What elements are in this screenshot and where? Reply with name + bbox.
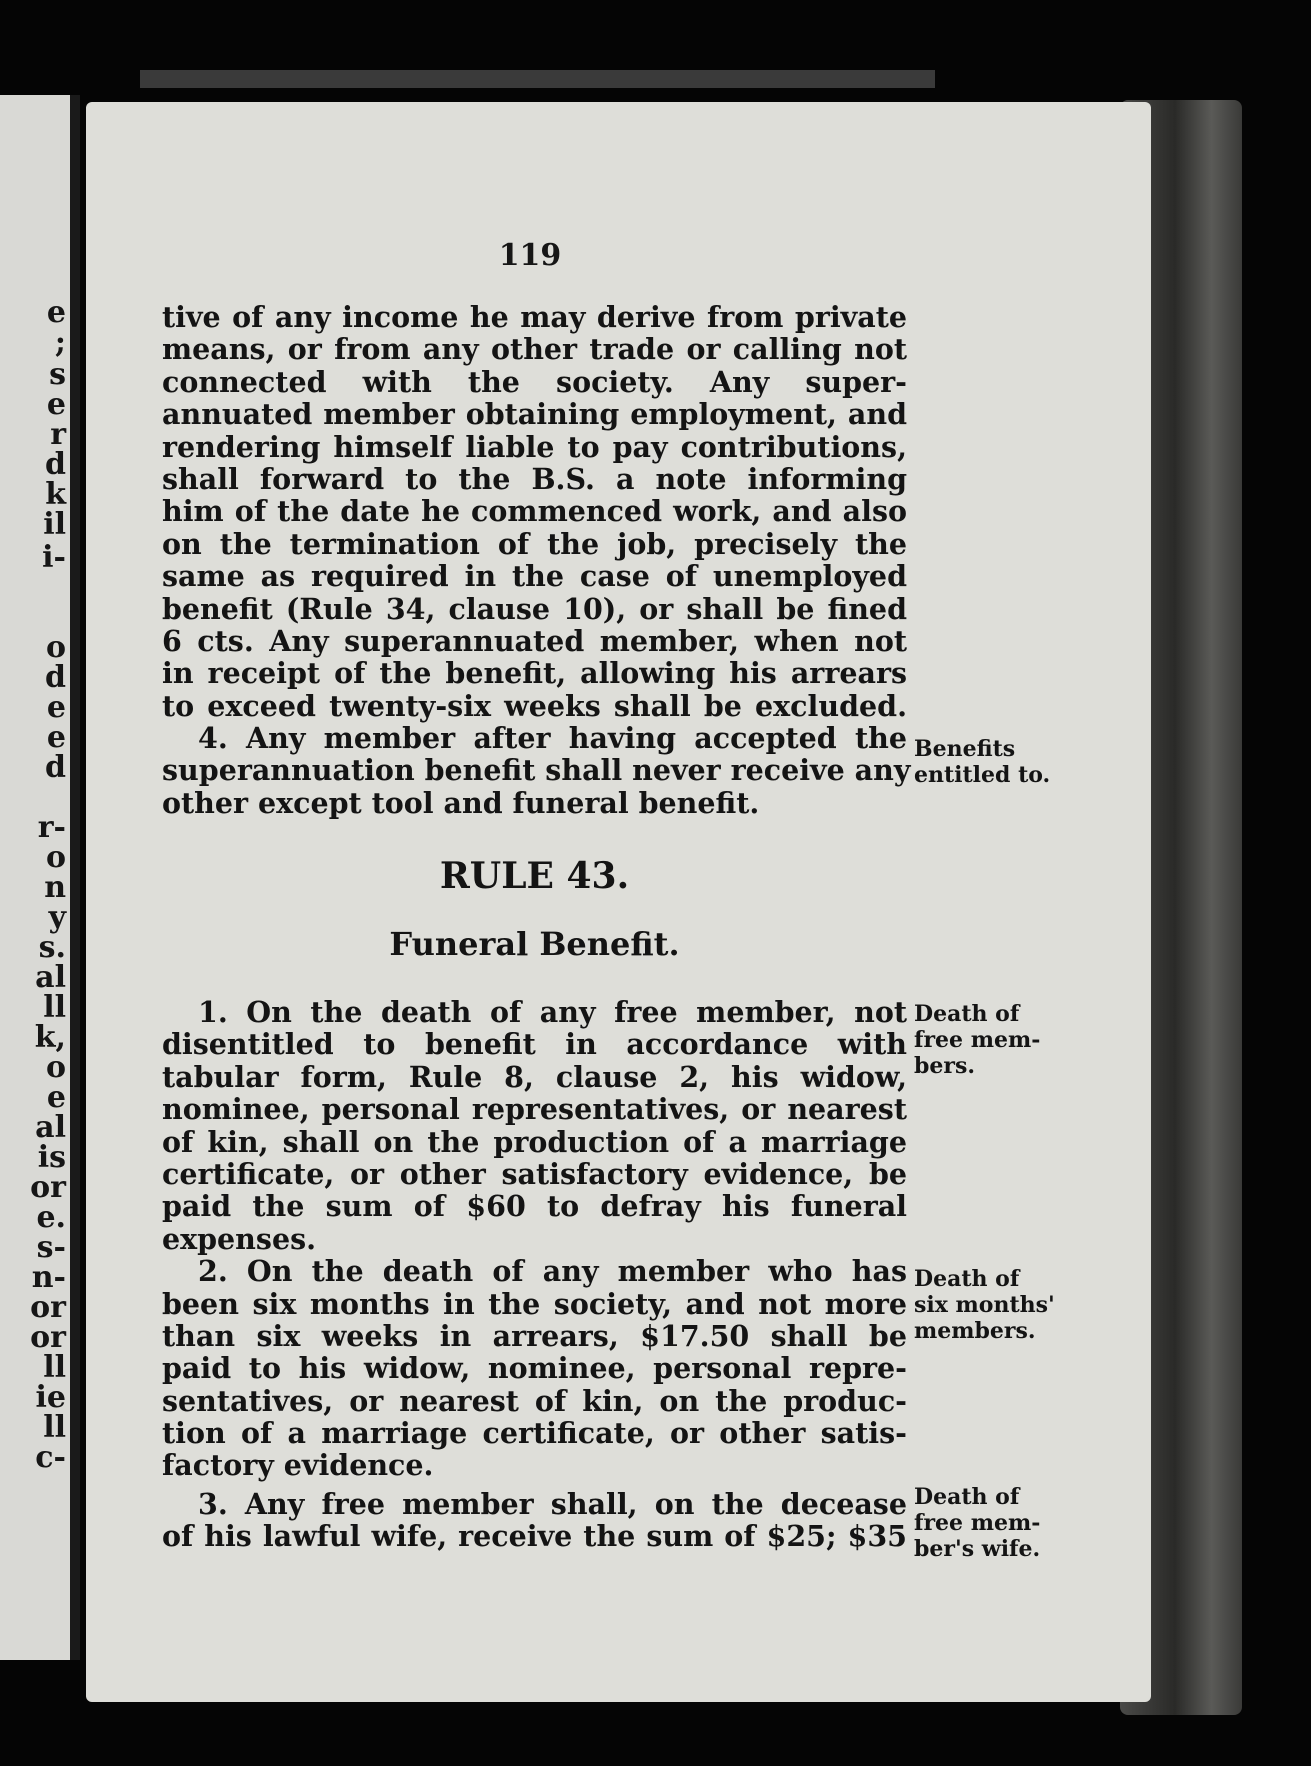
text-line: rendering himself liable to pay contributions, xyxy=(162,429,907,464)
facing-page-text-fragment: ll xyxy=(43,990,66,1025)
facing-page-text-fragment: or xyxy=(30,1290,66,1325)
text-line: on the termination of the job, precisely the xyxy=(162,526,907,561)
margin-note-death-wife xyxy=(914,1484,1064,1562)
margin-note-benefits xyxy=(914,736,1064,788)
facing-page-text-fragment: y xyxy=(48,900,66,935)
facing-page-text-fragment: i- xyxy=(42,540,66,575)
text-line: nominee, personal representatives, or nearest xyxy=(162,1092,907,1127)
margin-note-line: Benefits xyxy=(914,736,1016,762)
text-line: means, or from any other trade or calling not xyxy=(162,332,907,367)
facing-page-edge xyxy=(0,95,80,1660)
facing-page-text-fragment: e xyxy=(46,1080,66,1115)
margin-note-line: ber's wife. xyxy=(914,1536,1041,1562)
text-line: of kin, shall on the production of a marriage xyxy=(162,1124,907,1159)
text-line: 2. On the death of any member who has xyxy=(198,1254,907,1289)
margin-note-death-six-months xyxy=(914,1266,1064,1344)
text-line: tive of any income he may derive from private xyxy=(162,300,907,334)
facing-page-text-fragment: s- xyxy=(36,1230,66,1265)
text-line: 6 cts. Any superannuated member, when not xyxy=(162,623,907,658)
facing-page-text-fragment: or xyxy=(30,1320,66,1355)
text-line: than six weeks in arrears, $17.50 shall be xyxy=(162,1318,907,1353)
rule-heading: RULE 43. xyxy=(439,855,630,897)
margin-note-line: members. xyxy=(914,1318,1036,1344)
facing-page-text-fragment: e xyxy=(46,720,66,755)
paragraph-clause-2 xyxy=(162,1255,907,1482)
margin-note-death-free-members xyxy=(914,1001,1064,1079)
margin-note-line: free mem- xyxy=(914,1027,1041,1053)
text-line: 3. Any free member shall, on the decease xyxy=(198,1486,907,1521)
facing-page-text-fragment: k xyxy=(45,477,66,512)
text-line: sentatives, or nearest of kin, on the produc- xyxy=(162,1383,907,1418)
text-line: 4. Any member after having accepted the xyxy=(198,721,907,756)
facing-page-text-fragment: c- xyxy=(35,1440,66,1475)
facing-page-text-fragment: o xyxy=(45,630,66,665)
facing-page-text-fragment: al xyxy=(35,960,66,995)
text-line: same as required in the case of unemployed xyxy=(162,559,907,594)
paragraph-superannuation xyxy=(162,301,907,722)
facing-page-text-fragment: e. xyxy=(36,1200,66,1235)
facing-page-text-fragment: ll xyxy=(43,1350,66,1385)
facing-page-text-fragment: il xyxy=(43,507,66,542)
text-line: of his lawful wife, receive the sum of $25; $35 xyxy=(162,1519,907,1554)
text-line: tion of a marriage certificate, or other satis- xyxy=(162,1416,907,1451)
facing-page-text-fragment: al xyxy=(35,1110,66,1145)
paragraph-clause-1 xyxy=(162,996,907,1255)
margin-note-line: Death of xyxy=(914,1266,1020,1292)
page-body-rule-43 xyxy=(162,996,907,1553)
page-number: 119 xyxy=(498,238,562,273)
facing-page-text-fragment: d xyxy=(45,447,66,482)
text-line: benefit (Rule 34, clause 10), or shall be fined xyxy=(162,591,907,626)
facing-page-text-fragment: or xyxy=(30,1170,66,1205)
page-top-shadow xyxy=(140,70,935,88)
facing-page-text-fragment: n xyxy=(44,870,66,905)
facing-page-text-fragment: r xyxy=(50,417,66,452)
text-line: to exceed twenty-six weeks shall be excluded. xyxy=(162,688,907,723)
facing-page-text-fragment: d xyxy=(45,750,66,785)
margin-note-line: six months' xyxy=(914,1292,1055,1318)
text-line: certificate, or other satisfactory evidence, be xyxy=(162,1156,907,1191)
paragraph-clause-4 xyxy=(162,721,911,820)
text-line: expenses. xyxy=(162,1221,317,1256)
paragraph-clause-3 xyxy=(162,1488,907,1553)
facing-page-text-fragment: k, xyxy=(34,1020,66,1055)
margin-note-line: Death of xyxy=(914,1484,1020,1510)
section-subheading: Funeral Benefit. xyxy=(389,925,680,963)
facing-page-text-fragment: e xyxy=(46,295,66,330)
facing-page-text-fragment: is xyxy=(37,1140,66,1175)
text-line: superannuation benefit shall never receive any xyxy=(162,753,911,788)
facing-page-text-fragment: s xyxy=(49,357,66,392)
facing-page-text-fragment: ll xyxy=(43,1410,66,1445)
page-body xyxy=(162,300,911,820)
text-line: annuated member obtaining employment, and xyxy=(162,397,907,432)
text-line: been six months in the society, and not more xyxy=(162,1286,907,1321)
facing-page-text-fragment: e xyxy=(46,387,66,422)
margin-note-line: bers. xyxy=(914,1053,976,1079)
text-line: connected with the society. Any super- xyxy=(162,364,907,399)
facing-page-text-fragment: s. xyxy=(38,930,66,965)
facing-page-text-fragment: n- xyxy=(31,1260,66,1295)
text-line: 1. On the death of any free member, not xyxy=(198,995,907,1029)
margin-note-line: entitled to. xyxy=(914,762,1051,788)
text-line: factory evidence. xyxy=(162,1448,434,1483)
text-line: paid to his widow, nominee, personal repre- xyxy=(162,1351,907,1386)
text-line: other except tool and funeral benefit. xyxy=(162,785,760,820)
text-line: shall forward to the B.S. a note informing xyxy=(162,461,907,496)
facing-page-text-fragment: r- xyxy=(37,810,66,845)
facing-page-text-fragment: o xyxy=(45,840,66,875)
text-line: tabular form, Rule 8, clause 2, his widow, xyxy=(162,1059,907,1094)
facing-page-text-fragment: ie xyxy=(35,1380,66,1415)
facing-page-text-fragment: o xyxy=(45,1050,66,1085)
text-line: disentitled to benefit in accordance with xyxy=(162,1027,907,1062)
facing-page-text-fragment: ; xyxy=(54,325,66,360)
margin-note-line: free mem- xyxy=(914,1510,1041,1536)
facing-page-text-fragment: d xyxy=(45,660,66,695)
text-line: in receipt of the benefit, allowing his arrears xyxy=(162,656,907,691)
text-line: him of the date he commenced work, and also xyxy=(162,494,907,529)
facing-page-text-fragment: e xyxy=(46,690,66,725)
text-line: paid the sum of $60 to defray his funeral xyxy=(162,1189,907,1224)
margin-note-line: Death of xyxy=(914,1001,1020,1027)
